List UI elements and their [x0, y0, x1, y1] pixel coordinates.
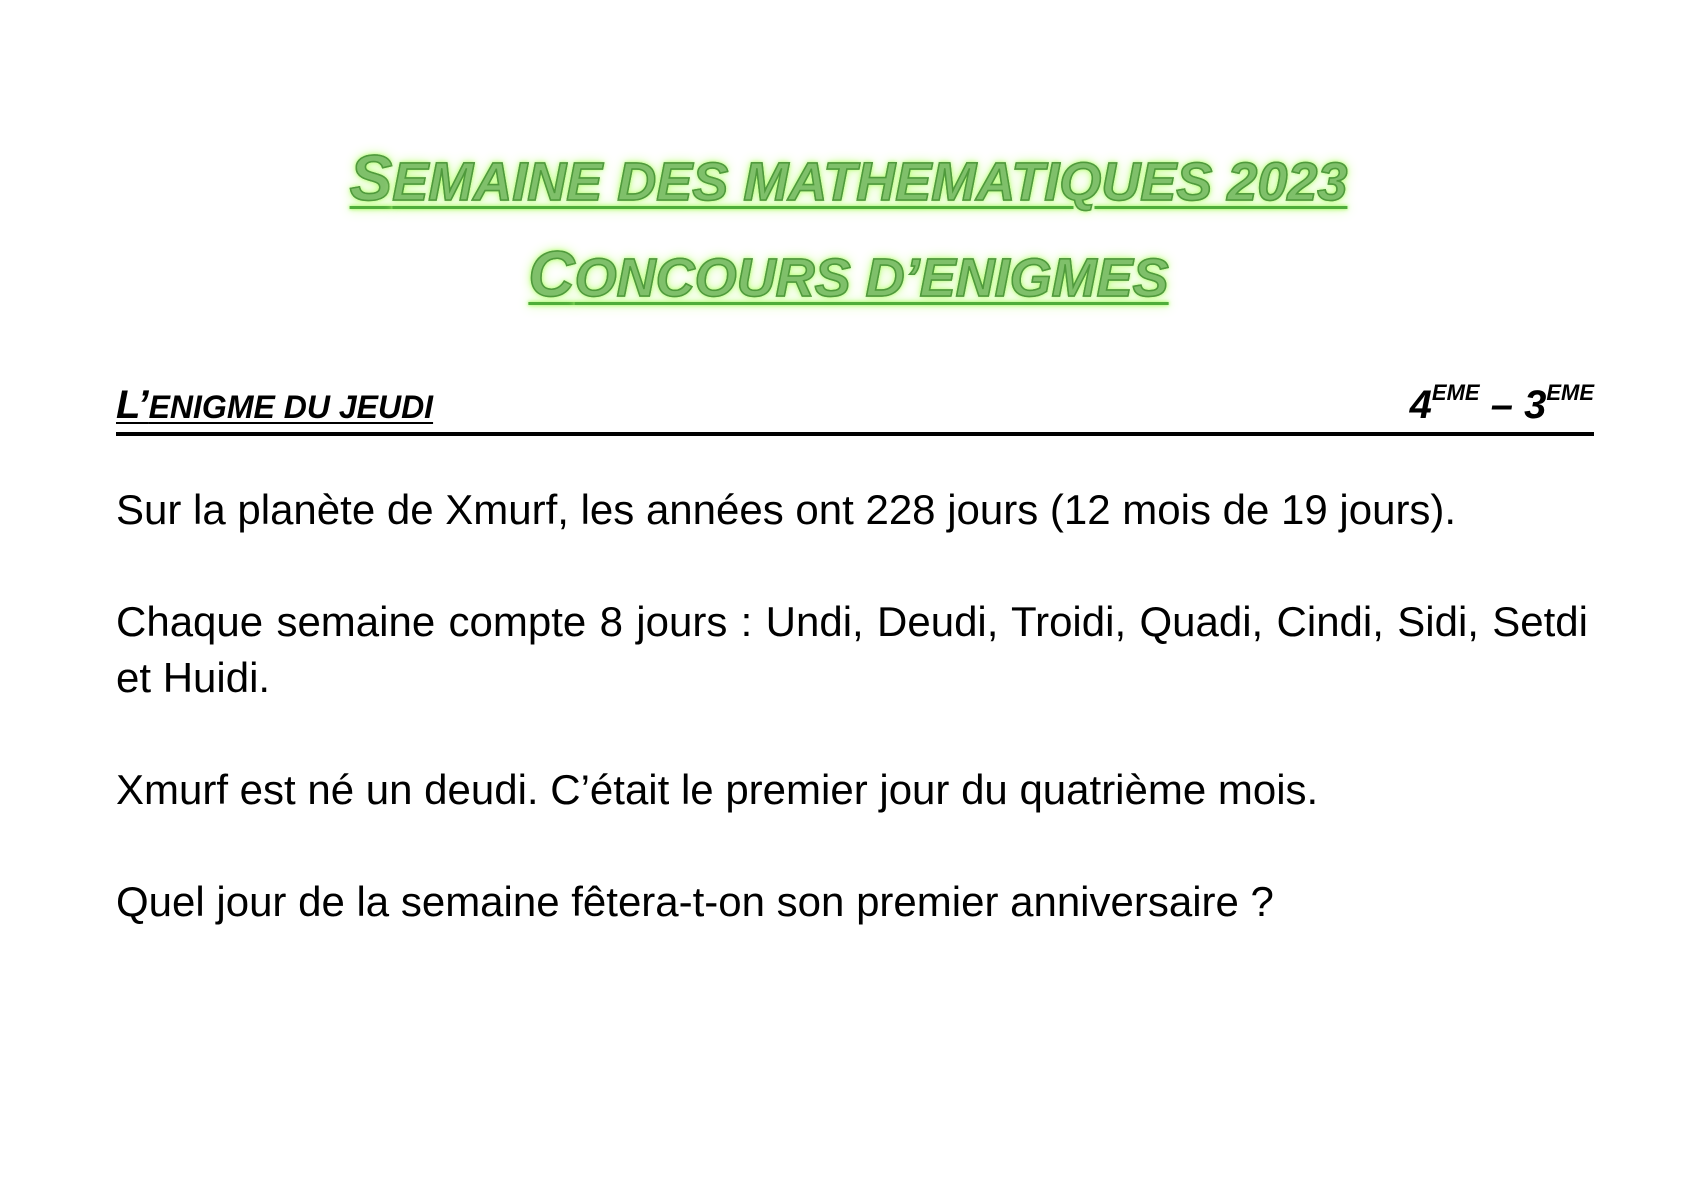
main-title: [349, 142, 1348, 214]
section-header: [116, 380, 1594, 436]
grade-b-suffix: EME: [1546, 380, 1594, 405]
subtitle-rest: ONCOURS D’ENIGMES: [574, 248, 1169, 308]
grade-separator: –: [1479, 383, 1525, 427]
section-title-rest: ENIGME DU JEUDI: [148, 389, 434, 425]
grade-a-suffix: EME: [1431, 380, 1480, 405]
title-line-1: [0, 136, 1697, 214]
paragraph-birth: Xmurf est né un deudi. C’était le premier jour du quatrième mois.: [116, 766, 1319, 813]
grade-levels: [1409, 380, 1594, 428]
paragraph-year: Sur la planète de Xmurf, les années ont 228 jours (12 mois de 19 jours).: [116, 486, 1457, 533]
section-title-initial: L’: [116, 383, 149, 427]
main-title-rest: EMAINE DES MATHEMATIQUES 2023: [392, 152, 1348, 212]
paragraph-week: Chaque semaine compte 8 jours : Undi, Deudi, Troidi, Quadi, Cindi, Sidi, Setdi et Huidi.: [116, 598, 1588, 701]
paragraph-question: Quel jour de la semaine fêtera-t-on son premier anniversaire ?: [116, 878, 1274, 925]
subtitle: [528, 238, 1169, 310]
section-title: [116, 383, 433, 428]
main-title-initial: S: [349, 142, 393, 214]
title-line-2: [0, 238, 1697, 310]
riddle-body: [116, 482, 1588, 986]
grade-b: 3: [1524, 383, 1547, 427]
subtitle-initial: C: [528, 238, 575, 310]
grade-a: 4: [1409, 383, 1432, 427]
